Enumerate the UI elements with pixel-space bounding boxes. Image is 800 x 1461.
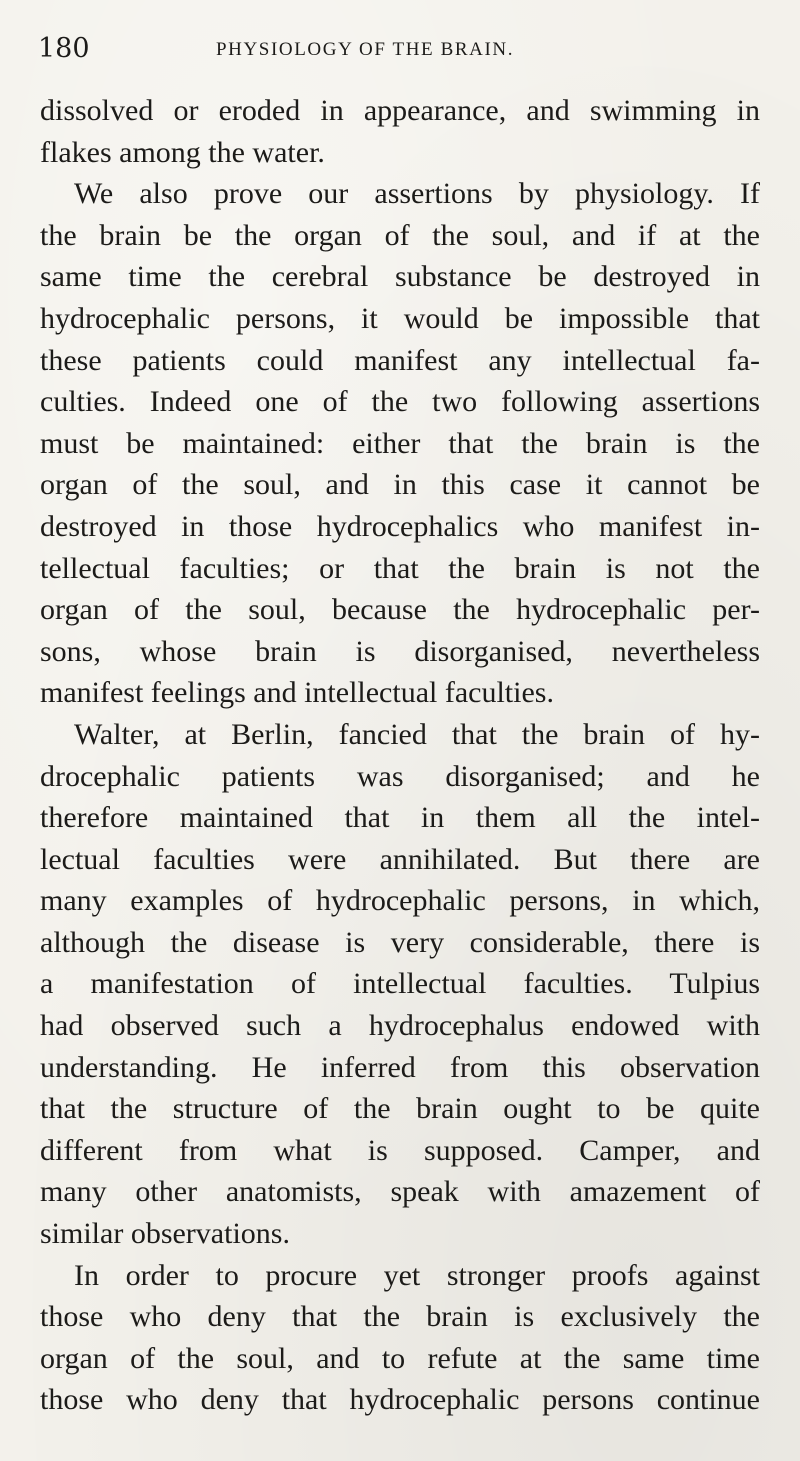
text-line: had observed such a hydrocephalus endowed with — [40, 1009, 760, 1043]
text-line: organ of the soul, and in this case it cannot be — [40, 468, 760, 502]
text-line: In order to procure yet stronger proofs against — [74, 1258, 760, 1292]
text-line: dissolved or eroded in appearance, and swimming in — [40, 94, 760, 127]
text-line: destroyed in those hydrocephalics who manifest in- — [40, 509, 760, 543]
text-line: tellectual faculties; or that the brain is not the — [40, 551, 760, 585]
text-line: many other anatomists, speak with amazement of — [40, 1175, 760, 1209]
text-line: different from what is supposed. Camper, and — [40, 1133, 760, 1167]
text-line: same time the cerebral substance be destroyed in — [40, 260, 760, 294]
text-line: hydrocephalic persons, it would be impossible that — [40, 301, 760, 335]
text-line: therefore maintained that in them all the intel- — [40, 801, 760, 835]
text-line: the brain be the organ of the soul, and if at the — [40, 218, 760, 252]
text-line: although the disease is very considerable, there is — [40, 925, 760, 959]
body-text — [40, 90, 760, 1421]
text-line: understanding. He inferred from this observation — [40, 1050, 760, 1084]
page-number: 180 — [38, 33, 90, 64]
text-line: manifest feelings and intellectual faculties. — [40, 676, 554, 710]
text-line: those who deny that the brain is exclusively the — [40, 1300, 760, 1334]
page-header — [38, 34, 758, 68]
text-line: lectual faculties were annihilated. But there are — [40, 842, 760, 876]
running-head: PHYSIOLOGY OF THE BRAIN. — [216, 39, 515, 60]
text-line: We also prove our assertions by physiology. If — [74, 177, 760, 211]
text-line: similar observations. — [40, 1217, 290, 1251]
text-line: sons, whose brain is disorganised, nevertheless — [40, 634, 760, 668]
text-line: organ of the soul, because the hydrocephalic per- — [40, 593, 760, 627]
text-line: that the structure of the brain ought to be quite — [40, 1092, 760, 1126]
text-line: many examples of hydrocephalic persons, in which, — [40, 884, 760, 918]
text-line: a manifestation of intellectual faculties. Tulpius — [40, 967, 760, 1001]
text-line: these patients could manifest any intellectual fa- — [40, 343, 760, 377]
text-line: Walter, at Berlin, fancied that the brain of hy- — [74, 717, 760, 751]
text-line: must be maintained: either that the brain is the — [40, 426, 760, 460]
text-line: flakes among the water. — [40, 135, 325, 169]
text-line: drocephalic patients was disorganised; and he — [40, 759, 760, 793]
text-line: culties. Indeed one of the two following assertions — [40, 385, 760, 419]
text-line: organ of the soul, and to refute at the same time — [40, 1341, 760, 1375]
text-line: those who deny that hydrocephalic persons continue — [40, 1383, 760, 1417]
